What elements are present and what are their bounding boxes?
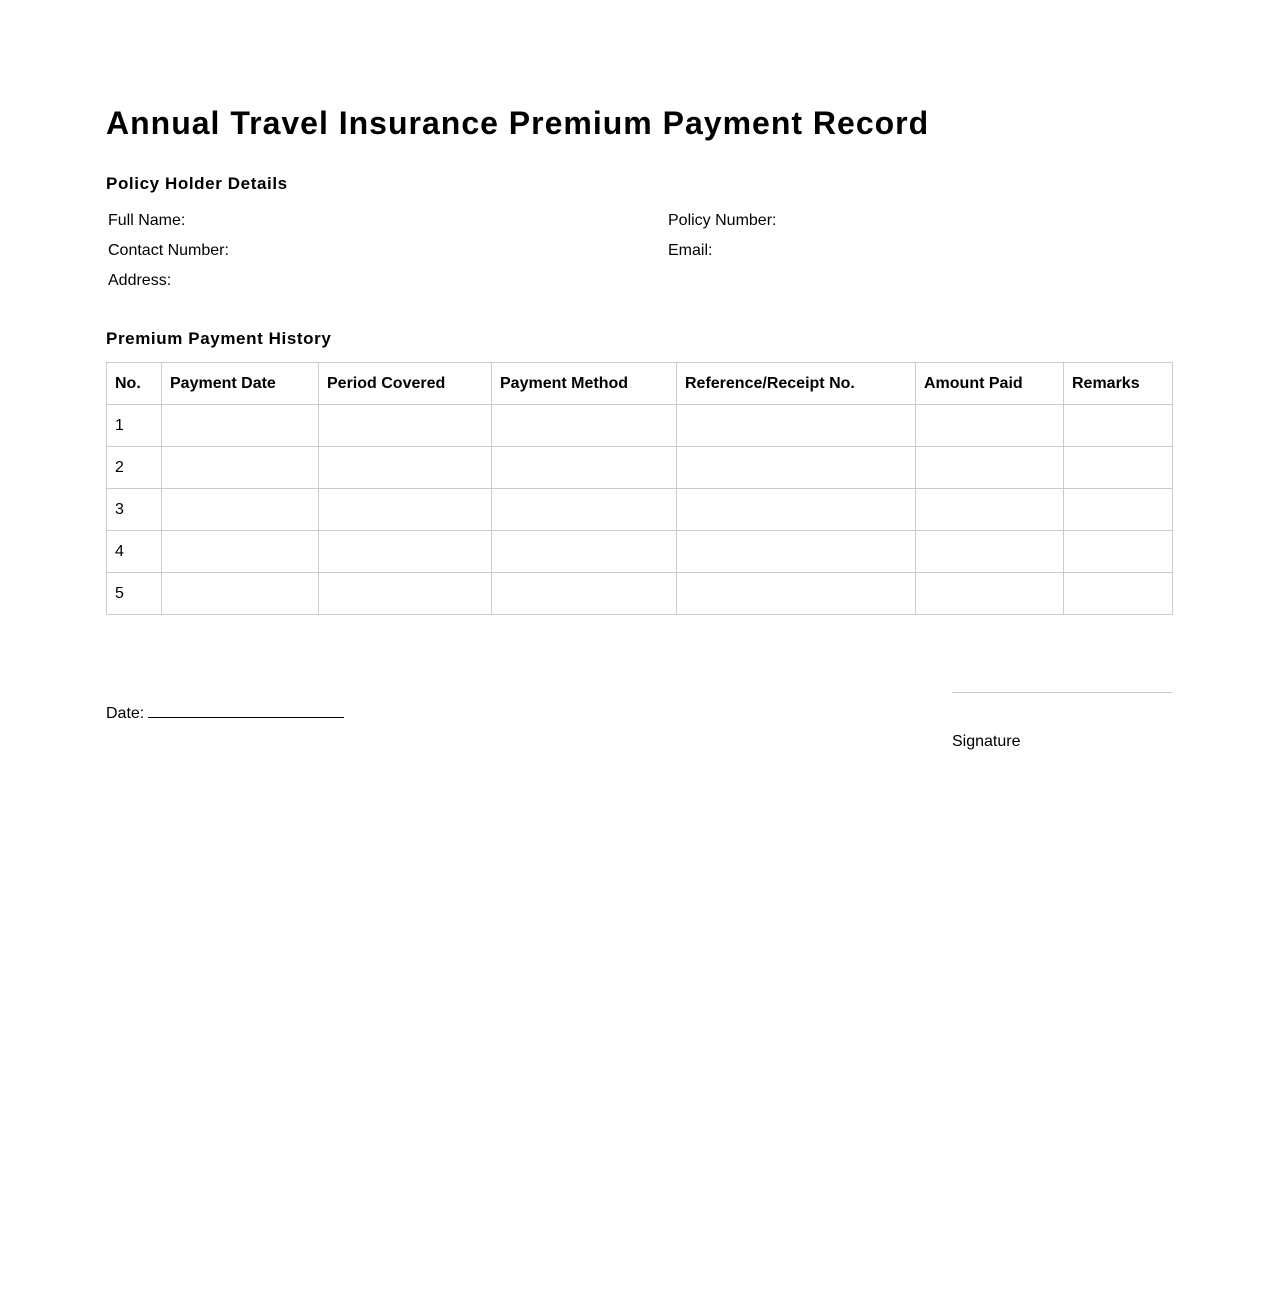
cell-payment-date[interactable] (162, 405, 319, 447)
cell-reference[interactable] (677, 573, 916, 615)
cell-period-covered[interactable] (319, 405, 492, 447)
cell-reference[interactable] (677, 405, 916, 447)
address-label: Address: (108, 272, 172, 289)
cell-amount-paid[interactable] (916, 405, 1064, 447)
cell-remarks[interactable] (1064, 489, 1173, 531)
cell-payment-method[interactable] (492, 405, 677, 447)
cell-payment-date[interactable] (162, 489, 319, 531)
table-row (107, 447, 1173, 489)
column-header-amount-paid: Amount Paid (916, 363, 1064, 405)
table-row (107, 405, 1173, 447)
cell-no: 4 (107, 531, 162, 573)
cell-remarks[interactable] (1064, 531, 1173, 573)
payment-history-table (106, 362, 1173, 615)
cell-reference[interactable] (677, 447, 916, 489)
full-name-label: Full Name: (108, 212, 186, 229)
cell-no: 1 (107, 405, 162, 447)
cell-remarks[interactable] (1064, 405, 1173, 447)
cell-amount-paid[interactable] (916, 447, 1064, 489)
payment-history-heading: Premium Payment History (106, 329, 332, 348)
date-field (106, 700, 344, 724)
column-header-reference: Reference/Receipt No. (677, 363, 916, 405)
cell-payment-method[interactable] (492, 531, 677, 573)
cell-payment-date[interactable] (162, 447, 319, 489)
signature-label: Signature (952, 733, 1021, 750)
cell-amount-paid[interactable] (916, 489, 1064, 531)
email-label: Email: (668, 242, 713, 259)
cell-no: 5 (107, 573, 162, 615)
cell-amount-paid[interactable] (916, 531, 1064, 573)
cell-no: 3 (107, 489, 162, 531)
column-header-remarks: Remarks (1064, 363, 1173, 405)
date-label: Date: (106, 705, 145, 722)
cell-period-covered[interactable] (319, 489, 492, 531)
cell-payment-method[interactable] (492, 573, 677, 615)
table-row (107, 573, 1173, 615)
cell-reference[interactable] (677, 489, 916, 531)
cell-payment-method[interactable] (492, 489, 677, 531)
cell-no: 2 (107, 447, 162, 489)
cell-period-covered[interactable] (319, 531, 492, 573)
policy-number-label: Policy Number: (668, 212, 777, 229)
cell-remarks[interactable] (1064, 573, 1173, 615)
column-header-no: No. (107, 363, 162, 405)
column-header-period-covered: Period Covered (319, 363, 492, 405)
cell-payment-method[interactable] (492, 447, 677, 489)
table-header-row (107, 363, 1173, 405)
signature-line[interactable] (952, 692, 1172, 693)
cell-period-covered[interactable] (319, 447, 492, 489)
policy-holder-heading: Policy Holder Details (106, 174, 288, 193)
cell-remarks[interactable] (1064, 447, 1173, 489)
document-title: Annual Travel Insurance Premium Payment Record (106, 105, 930, 141)
column-header-payment-date: Payment Date (162, 363, 319, 405)
cell-period-covered[interactable] (319, 573, 492, 615)
cell-payment-date[interactable] (162, 531, 319, 573)
column-header-payment-method: Payment Method (492, 363, 677, 405)
table-row (107, 531, 1173, 573)
contact-number-label: Contact Number: (108, 242, 229, 259)
table-row (107, 489, 1173, 531)
cell-reference[interactable] (677, 531, 916, 573)
date-blank-line[interactable] (148, 700, 344, 718)
cell-amount-paid[interactable] (916, 573, 1064, 615)
cell-payment-date[interactable] (162, 573, 319, 615)
